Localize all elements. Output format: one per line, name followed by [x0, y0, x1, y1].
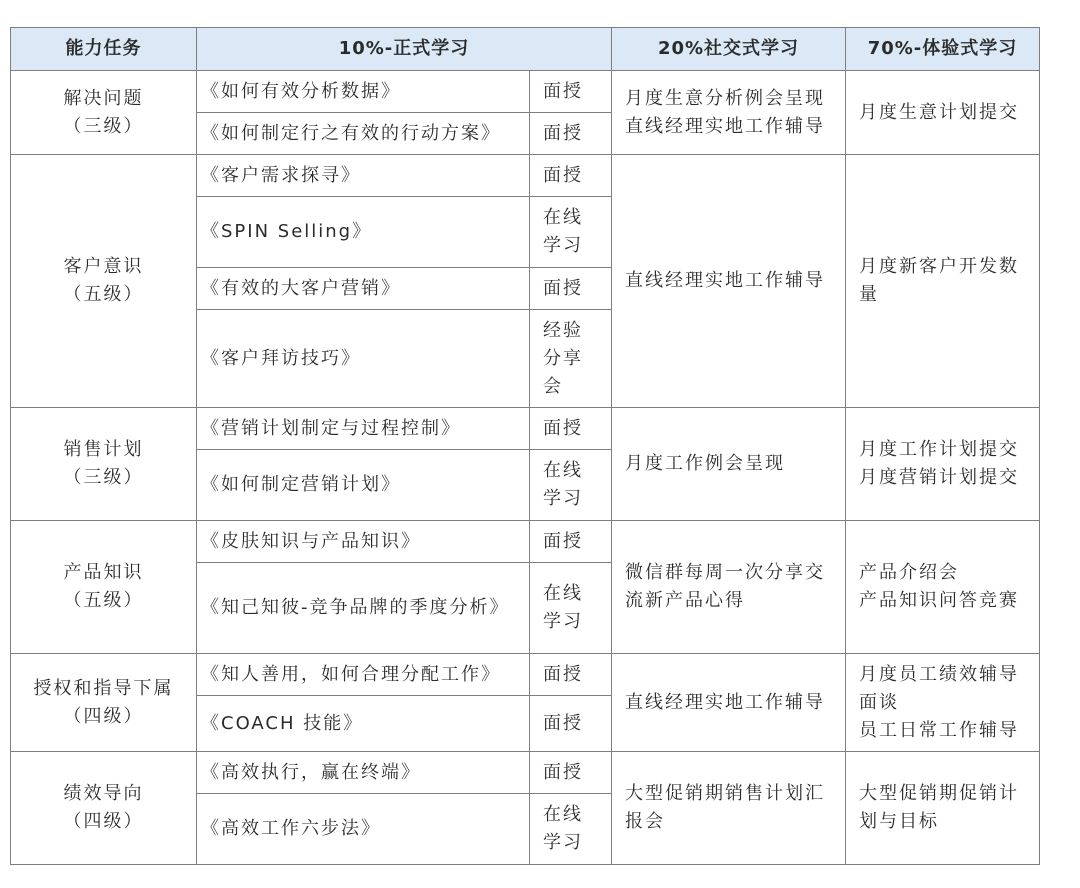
table-row: [11, 155, 1040, 197]
social-item: 大型促销期销售计划汇报会: [625, 783, 825, 832]
experiential-learning-cell: [846, 408, 1040, 521]
course-method: 面授: [530, 654, 612, 696]
course-method: 面授: [530, 71, 612, 113]
experience-item: 大型促销期促销计划与目标: [859, 783, 1019, 832]
task-name: 解决问题: [63, 87, 144, 109]
experiential-learning-cell: [846, 521, 1040, 654]
experience-item: 月度营销计划提交: [859, 467, 1019, 488]
course-method: 面授: [530, 408, 612, 450]
social-learning-cell: [612, 408, 846, 521]
social-learning-cell: [612, 71, 846, 155]
course-method: 在线学习: [530, 197, 612, 268]
ability-task-cell: [11, 408, 197, 521]
ability-task-cell: [11, 654, 197, 752]
course-name: 《如何制定行之有效的行动方案》: [197, 113, 530, 155]
experience-item: 月度工作计划提交: [859, 439, 1019, 460]
task-level: （五级）: [63, 590, 144, 611]
social-item: 直线经理实地工作辅导: [625, 115, 825, 137]
task-level: （四级）: [63, 811, 144, 832]
course-name: 《如何有效分析数据》: [197, 71, 530, 113]
social-item: 微信群每周一次分享交流新产品心得: [625, 562, 825, 611]
course-name: 《如何制定营销计划》: [197, 450, 530, 521]
social-learning-cell: [612, 752, 846, 865]
social-item: 月度工作例会呈现: [625, 453, 785, 474]
task-name: 客户意识: [63, 256, 144, 277]
learning-plan-table: [10, 27, 1040, 865]
experience-item: 月度新客户开发数量: [859, 256, 1019, 305]
task-level: （三级）: [63, 467, 144, 488]
experience-item: 月度员工绩效辅导面谈: [859, 663, 1019, 713]
course-method: 经验分享会: [530, 310, 612, 408]
course-name: 《皮肤知识与产品知识》: [197, 521, 530, 563]
course-method: 面授: [530, 155, 612, 197]
course-name: 《有效的大客户营销》: [197, 268, 530, 310]
course-name: 《客户需求探寻》: [197, 155, 530, 197]
course-name: 《知己知彼-竞争品牌的季度分析》: [197, 563, 530, 654]
table-row: [11, 408, 1040, 450]
experience-item: 月度生意计划提交: [859, 101, 1019, 123]
table-row: [11, 752, 1040, 794]
task-name: 产品知识: [63, 562, 144, 583]
social-learning-cell: [612, 521, 846, 654]
course-name: 《高效执行，赢在终端》: [197, 752, 530, 794]
course-method: 面授: [530, 113, 612, 155]
course-method: 在线学习: [530, 563, 612, 654]
course-name: 《知人善用，如何合理分配工作》: [197, 654, 530, 696]
social-learning-cell: [612, 654, 846, 752]
course-method: 面授: [530, 752, 612, 794]
table-row: [11, 654, 1040, 696]
task-name: 销售计划: [63, 439, 144, 460]
course-name: 《SPIN Selling》: [197, 197, 530, 268]
course-method: 在线学习: [530, 794, 612, 865]
experiential-learning-cell: [846, 71, 1040, 155]
course-method: 面授: [530, 521, 612, 563]
ability-task-cell: [11, 521, 197, 654]
experience-item: 产品介绍会: [859, 562, 959, 583]
header-formal-learning: 10%-正式学习: [197, 28, 612, 71]
course-method: 在线学习: [530, 450, 612, 521]
course-method: 面授: [530, 268, 612, 310]
ability-task-cell: [11, 155, 197, 408]
social-item: 月度生意分析例会呈现: [625, 87, 825, 109]
course-name: 《客户拜访技巧》: [197, 310, 530, 408]
task-level: （三级）: [63, 115, 144, 137]
social-learning-cell: [612, 155, 846, 408]
experience-item: 产品知识问答竞赛: [859, 590, 1019, 611]
table-row: [11, 521, 1040, 563]
header-social-learning: 20%社交式学习: [612, 28, 846, 71]
header-experiential-learning: 70%-体验式学习: [846, 28, 1040, 71]
course-name: 《COACH 技能》: [197, 696, 530, 752]
task-level: （四级）: [63, 705, 144, 727]
experiential-learning-cell: [846, 654, 1040, 752]
social-item: 直线经理实地工作辅导: [625, 691, 825, 713]
task-name: 绩效导向: [63, 783, 144, 804]
social-item: 直线经理实地工作辅导: [625, 270, 825, 291]
course-method: 面授: [530, 696, 612, 752]
header-row: [11, 28, 1040, 71]
experience-item: 员工日常工作辅导: [859, 719, 1019, 741]
task-name: 授权和指导下属: [33, 677, 174, 699]
experiential-learning-cell: [846, 155, 1040, 408]
table-row: [11, 71, 1040, 113]
ability-task-cell: [11, 71, 197, 155]
experiential-learning-cell: [846, 752, 1040, 865]
task-level: （五级）: [63, 284, 144, 305]
course-name: 《高效工作六步法》: [197, 794, 530, 865]
header-ability-task: 能力任务: [11, 28, 197, 71]
course-name: 《营销计划制定与过程控制》: [197, 408, 530, 450]
ability-task-cell: [11, 752, 197, 865]
